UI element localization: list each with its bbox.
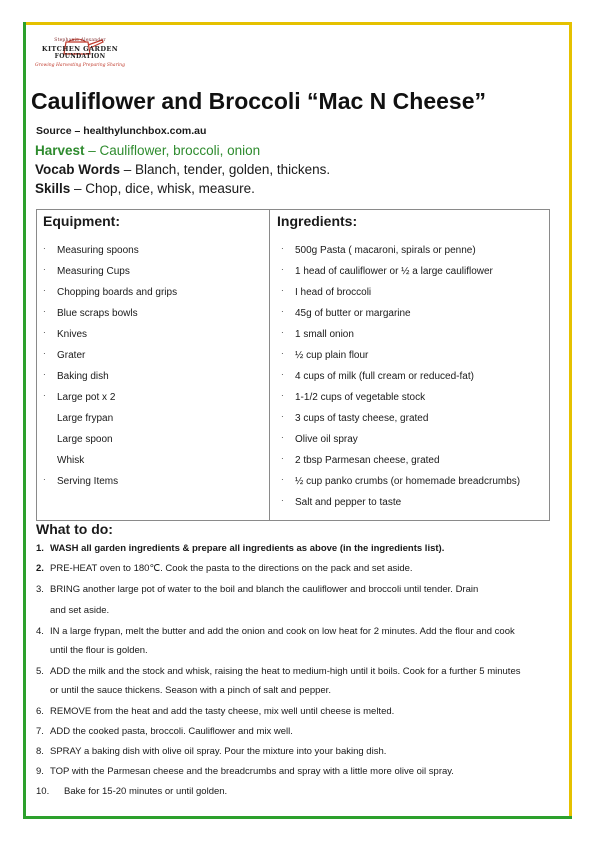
logo-line-1: Stephanie Alexander — [54, 38, 106, 43]
bullet: · — [281, 412, 284, 421]
harvest-line — [35, 143, 260, 158]
equipment-heading: Equipment: — [43, 213, 120, 229]
page-border-right — [569, 22, 572, 819]
bullet: · — [281, 307, 284, 316]
bullet: · — [43, 265, 46, 274]
bullet: · — [281, 244, 284, 253]
bullet: · — [281, 454, 284, 463]
recipe-source: Source – healthylunchbox.com.au — [36, 125, 207, 137]
equipment-ingredients-table: Equipment: Ingredients: · Measuring spoons · Measuring Cups · Chopping boards and grips · Blue scraps bowls · Knives · Grater · Baking dish · Large pot x 2 Large frypan Large spoon Whisk · Serving Items · 500g Pasta ( macaroni, spirals or penne) · 1 head of cauliflower or ½ a large cauliflower · I head of broccoli · 45g of butter or margarine · 1 small onion · ½ cup plain flour · 4 cups of milk (full cream or reduced-fat) · 1-1/2 cups of vegetable stock · 3 cups of tasty cheese, grated · Olive oil spray · 2 tbsp Parmesan cheese, grated · ½ cup panko crumbs (or homemade breadcrumbs) · Salt and pepper to taste — [36, 209, 550, 521]
bullet: · — [281, 433, 284, 442]
vocab-line — [35, 162, 330, 177]
bullet: · — [43, 307, 46, 316]
bullet: · — [281, 370, 284, 379]
bullet: · — [281, 496, 284, 505]
table-column-divider — [269, 210, 270, 520]
what-to-do-heading: What to do: — [36, 521, 113, 537]
bullet: · — [43, 391, 46, 400]
ingredients-heading: Ingredients: — [277, 213, 358, 229]
bullet: · — [281, 349, 284, 358]
logo-line-2: KITCHEN GARDEN — [41, 45, 119, 53]
harvest-label: Harvest — [35, 143, 85, 158]
bullet: · — [281, 328, 284, 337]
vocab-text: – Blanch, tender, golden, thickens. — [120, 162, 331, 177]
recipe-title: Cauliflower and Broccoli “Mac N Cheese” — [31, 88, 487, 114]
page-border-bottom — [23, 816, 572, 819]
bullet: · — [43, 370, 46, 379]
vocab-label: Vocab Words — [35, 162, 121, 177]
bullet: · — [43, 328, 46, 337]
page-border-left — [23, 22, 26, 819]
bullet: · — [281, 286, 284, 295]
bullet: · — [43, 244, 46, 253]
bullet: · — [43, 349, 46, 358]
recipe-page: Stephanie Alexander KITCHEN GARDEN FOUNDATION Growing Harvesting Preparing Sharing Cauliflower and Broccoli “Mac N Cheese” Source – healthylunchbox.com.au Harvest – Cauliflower, broccoli, onion Vocab Words – Blanch, tender, golden, thickens. Skills – Chop, dice, whisk, measure. Equipment: Ingredients: · Measuring spoons · Measuring Cups · Chopping boards and grips · Blue scraps bowls · Knives · Grater · Baking dish · Large pot x 2 Large frypan Large spoon Whisk · Serving Items · 500g Pasta ( macaroni, spirals or penne) · 1 head of cauliflower or ½ a large cauliflower · I head of broccoli · 45g of butter or margarine · 1 small onion · ½ cup plain flour · 4 cups of milk (full cream or reduced-fat) · 1-1/2 cups of vegetable stock · 3 cups of tasty cheese, grated · Olive oil spray · 2 tbsp Parmesan cheese, grated · ½ cup panko crumbs (or homemade breadcrumbs) · Salt and pepper to taste What to do: 1. WASH all garden ingredients & prepare all ingredients as above (in the ingredients list). 2. PRE-HEAT oven to 180℃. Cook the pasta to the directions on the pack and set aside. 3. BRING another large pot of water to the boil and blanch the cauliflower and broccoli until tender. Drain and set aside. 4. IN a large frypan, melt the butter and add the onion and cook on low heat for 2 minutes. Add the flour and cook until the flour is golden. 5. ADD the milk and the stock and whisk, raising the heat to medium-high until it boils. Cook for a further 5 minutes or until the sauce thickens. Season with a pinch of salt and pepper. 6. REMOVE from the heat and add the tasty cheese, mix well until cheese is melted. 7. ADD the cooked pasta, broccoli. Cauliflower and mix well. 8. SPRAY a baking dish with olive oil spray. Pour the mixture into your baking dish. 9. TOP with the Parmesan cheese and the breadcrumbs and spray with a little more olive oil spray. 10. Bake for 15-20 minutes or until golden. — [0, 0, 595, 842]
kitchen-garden-logo — [32, 36, 128, 74]
skills-label: Skills — [35, 181, 71, 196]
logo-tagline: Growing Harvesting Preparing Sharing — [35, 63, 125, 68]
bullet: · — [281, 265, 284, 274]
bullet: · — [281, 475, 284, 484]
skills-line — [35, 181, 255, 196]
bullet: · — [281, 391, 284, 400]
logo-line-3: FOUNDATION — [54, 53, 106, 60]
bullet: · — [43, 286, 46, 295]
page-border-top — [23, 22, 572, 25]
harvest-text: – Cauliflower, broccoli, onion — [84, 143, 261, 158]
bullet: · — [43, 475, 46, 484]
skills-text: – Chop, dice, whisk, measure. — [70, 181, 255, 196]
